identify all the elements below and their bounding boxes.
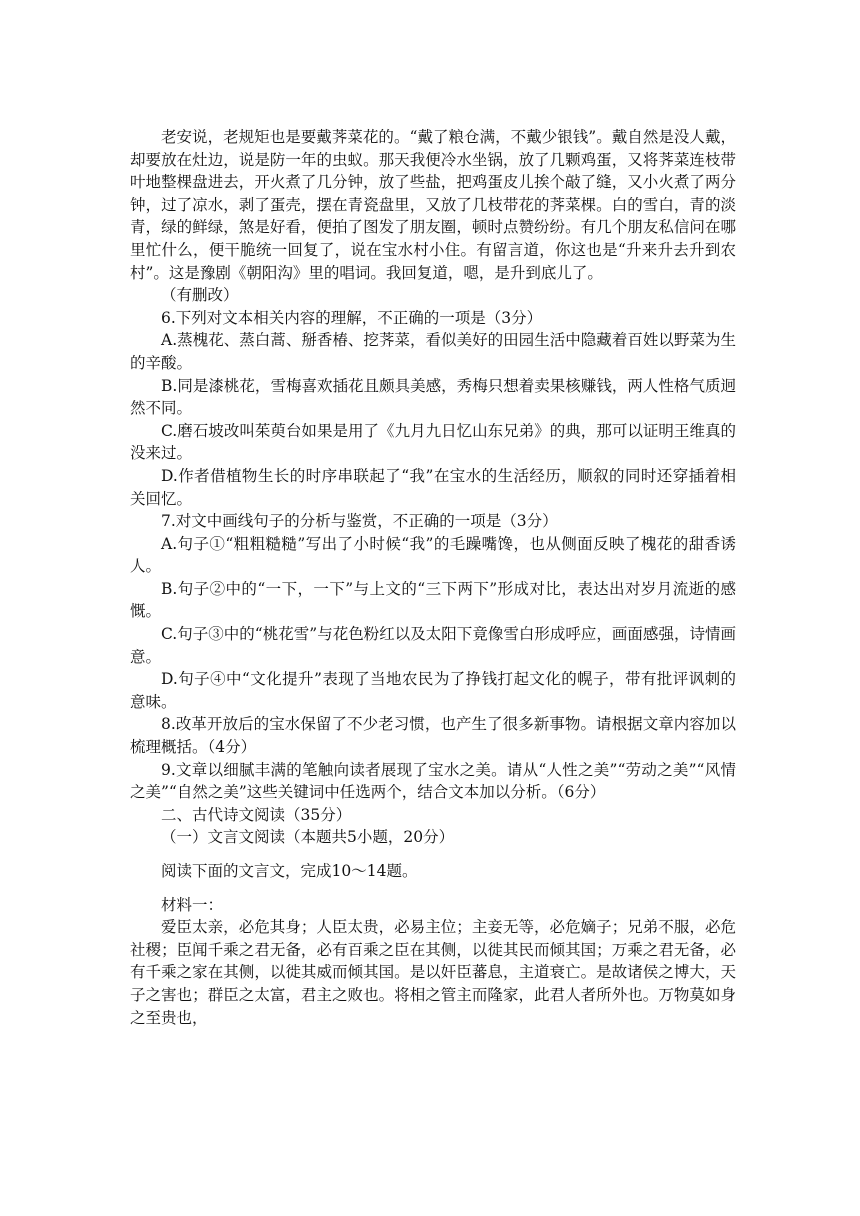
section-subheading: （一）文言文阅读（本题共5小题，20分） xyxy=(161,828,455,847)
question-6-option-c: C.磨石坡改叫茱萸台如果是用了《九月九日忆山东兄弟》的典，那可以证明王维真的没来过。 xyxy=(130,421,736,463)
document-body xyxy=(130,126,736,1029)
source-note: （有删改） xyxy=(161,286,239,305)
material-label: 材料一： xyxy=(161,895,224,914)
question-6-option-b: B.同是漆桃花，雪梅喜欢插花且颇具美感，秀梅只想着卖果核赚钱，两人性格气质迥然不同。 xyxy=(130,376,736,418)
question-7-option-a: A.句子①“粗粗糙糙”写出了小时候“我”的毛躁嘴馋，也从侧面反映了槐花的甜香诱人。 xyxy=(130,534,736,576)
question-7-option-d: D.句子④中“文化提升”表现了当地农民为了挣钱打起文化的幌子，带有批评讽刺的意味。 xyxy=(130,670,736,711)
question-7-option-b: B.句子②中的“一下，一下”与上文的“三下两下”形成对比，表达出对岁月流逝的感慨。 xyxy=(130,579,736,621)
question-8-stem: 8.改革开放后的宝水保留了不少老习惯，也产生了很多新事物。请根据文章内容加以梳理概括。（4分） xyxy=(130,715,736,757)
story-paragraph: 老安说，老规矩也是要戴荠菜花的。“戴了粮仓满，不戴少银钱”。戴自然是没人戴，却要放在灶边，说是防一年的虫蚁。那天我便冷水坐锅，放了几颗鸡蛋，又将荠菜连枝带叶地整棵盘进去，开火煮了几分钟，放了些盐，把鸡蛋皮儿挨个敲了缝，又小火煮了两分钟，过了凉水，剥了蛋壳，摆在青瓷盘里，又放了几枝带花的荠菜棵。白的雪白，青的淡青，绿的鲜绿，煞是好看，便拍了图发了朋友圈，顿时点赞纷纷。有几个朋友私信问在哪里忙什么，便干脆统一回复了，说在宝水村小住。有留言道，你这也是“升来升去升到农村”。这是豫剧《朝阳沟》里的唱词。我回复道，嗯，是升到底儿了。 xyxy=(130,128,736,282)
question-7-stem: 7.对文中画线句子的分析与鉴赏，不正确的一项是（3分） xyxy=(161,512,558,531)
question-9-stem: 9.文章以细腻丰满的笔触向读者展现了宝水之美。请从“人性之美”“劳动之美”“风情之美”“自然之美”这些关键词中任选两个，结合文本加以分析。（6分） xyxy=(130,760,736,802)
section-heading: 二、古代诗文阅读（35分） xyxy=(161,805,352,824)
question-6-stem: 6.下列对文本相关内容的理解，不正确的一项是（3分） xyxy=(161,308,543,327)
material-one-text: 爱臣太亲，必危其身；人臣太贵，必易主位；主妾无等，必危嫡子；兄弟不服，必危社稷；臣闻千乘之君无备，必有百乘之臣在其侧，以徙其民而倾其国；万乘之君无备，必有千乘之家在其侧，以徙其威而倾其国。是以奸臣蕃息，主道衰亡。是故诸侯之博大，天子之害也；群臣之太富，君主之败也。将相之管主而隆家，此君人者所外也。万物莫如身之至贵也， xyxy=(130,918,736,1027)
question-6-option-a: A.蒸槐花、蒸白蒿、掰香椿、挖荠菜，看似美好的田园生活中隐藏着百姓以野菜为生的辛酸。 xyxy=(130,331,736,372)
question-7-option-c: C.句子③中的“桃花雪”与花色粉红以及太阳下竟像雪白形成呼应，画面感强，诗情画意。 xyxy=(130,625,736,666)
question-6-option-d: D.作者借植物生长的时序串联起了“我”在宝水的生活经历，顺叙的同时还穿插着相关回忆。 xyxy=(130,466,736,508)
reading-instruction: 阅读下面的文言文，完成10～14题。 xyxy=(161,862,418,880)
